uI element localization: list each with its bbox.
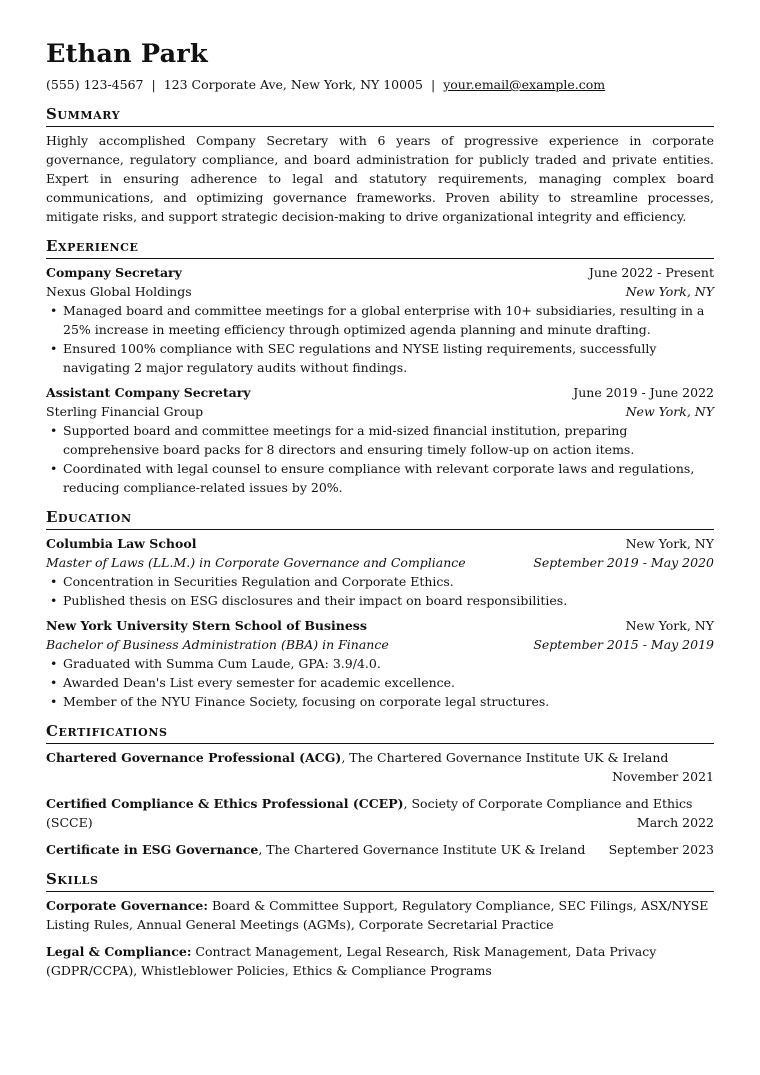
certification-item bbox=[46, 840, 714, 859]
phone-number: (555) 123-4567 bbox=[46, 77, 144, 92]
summary-section bbox=[46, 105, 714, 226]
skill-list: Contract Management, Legal Research, Risk Management, Data Privacy (GDPR/CCPA), Whistleblower Policies, Ethics & Compliance Programs bbox=[46, 944, 657, 978]
certification-item bbox=[46, 794, 714, 832]
experience-entry bbox=[46, 263, 714, 377]
education-bullets bbox=[46, 572, 714, 610]
certification-issuer: , The Chartered Governance Institute UK & Ireland bbox=[258, 842, 586, 857]
bullet-item: • Member of the NYU Finance Society, focusing on corporate legal structures. bbox=[46, 692, 714, 711]
bullet-item: • Published thesis on ESG disclosures and their impact on board responsibilities. bbox=[46, 591, 714, 610]
candidate-name: Ethan Park bbox=[46, 39, 208, 69]
certification-name: Certified Compliance & Ethics Professional (CCEP) bbox=[46, 796, 404, 811]
certification-name: Chartered Governance Professional (ACG) bbox=[46, 750, 342, 765]
bullet-item: • Supported board and committee meetings for a mid-sized financial institution, preparing comprehensive board packs for 8 directors and ensuring timely follow-up on action items. bbox=[46, 421, 714, 459]
experience-section bbox=[46, 237, 714, 497]
job-title: Company Secretary bbox=[46, 265, 182, 280]
education-dates: September 2019 - May 2020 bbox=[533, 555, 714, 570]
bullet-item: • Managed board and committee meetings for a global enterprise with 10+ subsidiaries, resulting in a 25% increase in meeting efficiency through optimized agenda planning and minute drafting. bbox=[46, 301, 714, 339]
certification-date: March 2022 bbox=[636, 815, 714, 830]
degree: Master of Laws (LL.M.) in Corporate Governance and Compliance bbox=[46, 555, 466, 570]
bullet-item: • Awarded Dean's List every semester for academic excellence. bbox=[46, 673, 714, 692]
address: 123 Corporate Ave, New York, NY 10005 bbox=[163, 77, 423, 92]
school-name: Columbia Law School bbox=[46, 536, 197, 551]
job-location: New York, NY bbox=[625, 284, 714, 299]
email-link[interactable]: your.email@example.com bbox=[443, 77, 606, 92]
section-title-skills: Skills bbox=[46, 870, 714, 892]
education-dates: September 2015 - May 2019 bbox=[533, 637, 714, 652]
experience-entry bbox=[46, 383, 714, 497]
skill-label: Corporate Governance: bbox=[46, 898, 208, 913]
bullet-item: • Ensured 100% compliance with SEC regulations and NYSE listing requirements, successfully navigating 2 major regulatory audits without findings. bbox=[46, 339, 714, 377]
certification-issuer: , Society of Corporate Compliance and Ethics (SCCE) bbox=[46, 796, 693, 830]
contact-separator: | bbox=[151, 77, 156, 92]
bullet-item: • Concentration in Securities Regulation and Corporate Ethics. bbox=[46, 572, 714, 591]
section-title-experience: Experience bbox=[46, 237, 714, 259]
job-dates: June 2019 - June 2022 bbox=[573, 385, 714, 400]
section-title-certifications: Certifications bbox=[46, 722, 714, 744]
school-location: New York, NY bbox=[625, 618, 714, 633]
company-name: Nexus Global Holdings bbox=[46, 284, 192, 299]
skill-group bbox=[46, 942, 714, 980]
certifications-section bbox=[46, 722, 714, 859]
section-title-education: Education bbox=[46, 508, 714, 530]
education-entry bbox=[46, 616, 714, 711]
education-entry bbox=[46, 534, 714, 610]
certification-date: November 2021 bbox=[612, 769, 714, 784]
job-title: Assistant Company Secretary bbox=[46, 385, 251, 400]
bullet-item: • Graduated with Summa Cum Laude, GPA: 3.9/4.0. bbox=[46, 654, 714, 673]
certification-date: September 2023 bbox=[608, 842, 714, 857]
school-name: New York University Stern School of Business bbox=[46, 618, 367, 633]
contact-separator: | bbox=[431, 77, 436, 92]
education-bullets bbox=[46, 654, 714, 711]
job-dates: June 2022 - Present bbox=[588, 265, 714, 280]
job-location: New York, NY bbox=[625, 404, 714, 419]
education-section bbox=[46, 508, 714, 711]
certification-item bbox=[46, 748, 714, 786]
certification-name: Certificate in ESG Governance bbox=[46, 842, 259, 857]
contact-line bbox=[46, 76, 714, 94]
job-bullets bbox=[46, 301, 714, 377]
company-name: Sterling Financial Group bbox=[46, 404, 204, 419]
section-title-summary: Summary bbox=[46, 105, 714, 127]
job-bullets bbox=[46, 421, 714, 497]
skill-group bbox=[46, 896, 714, 934]
skill-label: Legal & Compliance: bbox=[46, 944, 192, 959]
summary-text: Highly accomplished Company Secretary with 6 years of progressive experience in corporate governance, regulatory compliance, and board administration for publicly traded and private entities. Expert in ensuring adherence to legal and statutory requirements, managing complex board communications, and optimizing governance frameworks. Proven ability to streamline processes, mitigate risks, and support strategic decision-making to drive organizational integrity and efficiency. bbox=[46, 133, 714, 224]
certification-issuer: , The Chartered Governance Institute UK & Ireland bbox=[341, 750, 669, 765]
skill-list: Board & Committee Support, Regulatory Compliance, SEC Filings, ASX/NYSE Listing Rules, Annual General Meetings (AGMs), Corporate Secretarial Practice bbox=[46, 898, 709, 932]
skills-section bbox=[46, 870, 714, 980]
degree: Bachelor of Business Administration (BBA) in Finance bbox=[46, 637, 389, 652]
bullet-item: • Coordinated with legal counsel to ensure compliance with relevant corporate laws and regulations, reducing compliance-related issues by 20%. bbox=[46, 459, 714, 497]
school-location: New York, NY bbox=[625, 536, 714, 551]
